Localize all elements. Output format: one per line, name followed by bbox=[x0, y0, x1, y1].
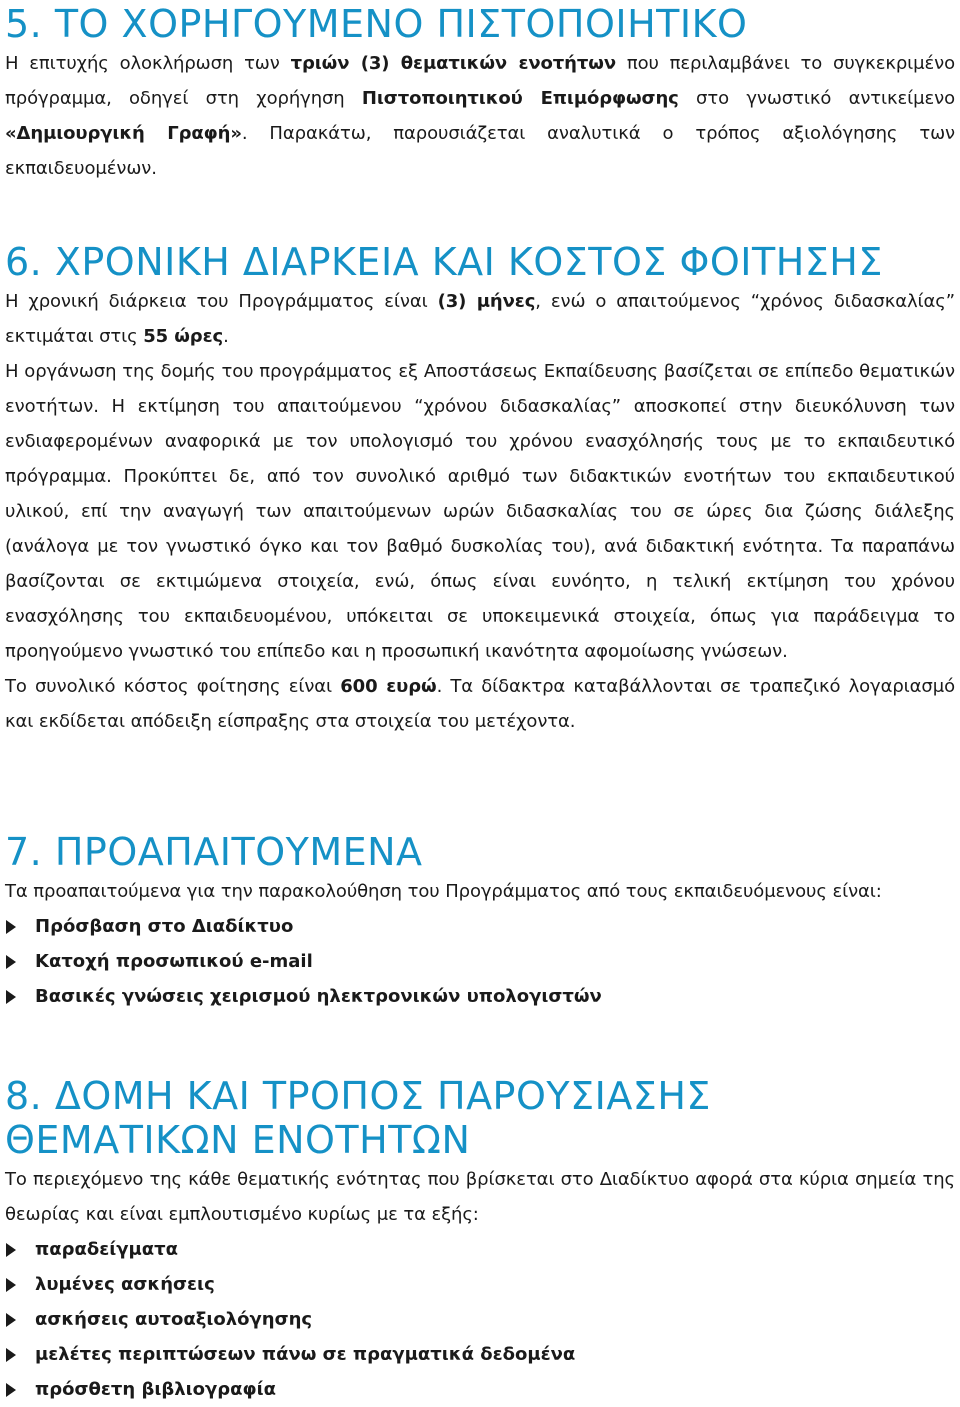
prerequisites-list bbox=[5, 909, 955, 1014]
paragraph bbox=[5, 669, 955, 739]
paragraph: Τα προαπαιτούμενα για την παρακολούθηση του Προγράμματος από τους εκπαιδευόμενους είναι: bbox=[5, 881, 882, 902]
heading-line: ΘΕΜΑΤΙΚΩΝ ΕΝΟΤΗΤΩΝ bbox=[5, 1118, 471, 1162]
triangle-right-icon bbox=[6, 1383, 16, 1397]
heading-line: 8. ΔΟΜΗ ΚΑΙ ΤΡΟΠΟΣ ΠΑΡΟΥΣΙΑΣΗΣ bbox=[5, 1074, 711, 1118]
section-prerequisites bbox=[5, 830, 955, 1014]
list-item bbox=[5, 979, 955, 1014]
bold-text: 55 ώρες bbox=[143, 326, 224, 347]
list-item bbox=[5, 1302, 955, 1337]
list-item bbox=[5, 1267, 955, 1302]
triangle-right-icon bbox=[6, 1243, 16, 1257]
bold-text: (3) μήνες bbox=[437, 291, 536, 312]
list-item-label: Βασικές γνώσεις χειρισμού ηλεκτρονικών υπολογιστών bbox=[35, 986, 602, 1007]
list-item bbox=[5, 1372, 955, 1407]
section-heading: 6. ΧΡΟΝΙΚΗ ΔΙΑΡΚΕΙΑ ΚΑΙ ΚΟΣΤΟΣ ΦΟΙΤΗΣΗΣ bbox=[5, 240, 883, 284]
section-certificate bbox=[5, 2, 955, 186]
text-run: . Παρακάτω, παρουσιάζεται αναλυτικά ο τρόπος αξιολόγησης των εκπαιδευομένων. bbox=[5, 123, 955, 179]
text-run: . bbox=[223, 326, 229, 347]
list-item-label: παραδείγματα bbox=[35, 1239, 178, 1260]
triangle-right-icon bbox=[6, 1278, 16, 1292]
bold-text: τριών (3) θεματικών ενοτήτων bbox=[290, 53, 616, 74]
list-item bbox=[5, 1232, 955, 1267]
list-item-label: ασκήσεις αυτοαξιολόγησης bbox=[35, 1309, 313, 1330]
triangle-right-icon bbox=[6, 1313, 16, 1327]
content-list bbox=[5, 1232, 955, 1407]
text-run: στο γνωστικό αντικείμενο bbox=[678, 88, 955, 109]
paragraph bbox=[5, 284, 955, 354]
list-item-label: πρόσθετη βιβλιογραφία bbox=[35, 1379, 276, 1400]
paragraph bbox=[5, 46, 955, 186]
section-heading: 5. ΤΟ ΧΟΡΗΓΟΥΜΕΝΟ ΠΙΣΤΟΠΟΙΗΤΙΚΟ bbox=[5, 2, 748, 46]
list-item bbox=[5, 1337, 955, 1372]
section-heading: 7. ΠΡΟΑΠΑΙΤΟΥΜΕΝΑ bbox=[5, 830, 423, 874]
list-item-label: Πρόσβαση στο Διαδίκτυο bbox=[35, 916, 294, 937]
bold-text: 600 ευρώ bbox=[340, 676, 437, 697]
bold-text: Πιστοποιητικού Επιμόρφωσης bbox=[361, 88, 679, 109]
triangle-right-icon bbox=[6, 955, 16, 969]
list-item bbox=[5, 909, 955, 944]
triangle-right-icon bbox=[6, 1348, 16, 1362]
paragraph: Το περιεχόμενο της κάθε θεματικής ενότητας που βρίσκεται στο Διαδίκτυο αφορά στα κύρια σημεία της θεωρίας και είναι εμπλουτισμένο κυρίως με τα εξής: bbox=[5, 1169, 955, 1225]
text-run: . Τα δίδακτρα καταβάλλονται σε τραπεζικό λογαριασμό και εκδίδεται απόδειξη είσπραξης στα στοιχεία του μετέχοντα. bbox=[5, 676, 956, 732]
text-run: Η επιτυχής ολοκλήρωση των bbox=[5, 53, 291, 74]
list-item bbox=[5, 944, 955, 979]
section-duration-cost bbox=[5, 240, 955, 739]
text-run: Η χρονική διάρκεια του Προγράμματος είναι bbox=[5, 291, 438, 312]
text-run: Το συνολικό κόστος φοίτησης είναι bbox=[5, 676, 341, 697]
triangle-right-icon bbox=[6, 920, 16, 934]
list-item-label: μελέτες περιπτώσεων πάνω σε πραγματικά δεδομένα bbox=[35, 1344, 576, 1365]
section-heading bbox=[5, 1074, 955, 1162]
section-structure bbox=[5, 1074, 955, 1407]
triangle-right-icon bbox=[6, 990, 16, 1004]
list-item-label: λυμένες ασκήσεις bbox=[35, 1274, 215, 1295]
bold-text: «Δημιουργική Γραφή» bbox=[5, 123, 242, 144]
text-run: που περιλαμβάνει το συγκεκριμένο πρόγραμμα, οδηγεί στη χορήγηση bbox=[5, 53, 955, 109]
paragraph: Η οργάνωση της δομής του προγράμματος εξ Αποστάσεως Εκπαίδευσης βασίζεται σε επίπεδο θεματικών ενοτήτων. Η εκτίμηση του απαιτούμενου “χρόνου διδασκαλίας” αποσκοπεί στην διευκόλυνση των ενδιαφερομένων αναφορικά με τον υπολογισμό του χρόνου ενασχόλησής τους με το εκπαιδευτικό πρόγραμμα. Προκύπτει δε, από τον συνολικό αριθμό των διδακτικών ενοτήτων του εκπαιδευτικού υλικού, επί την αναγωγή των απαιτούμενων ωρών διδασκαλίας του σε ώρες δια ζώσης διάλεξης (ανάλογα με τον γνωστικό όγκο και τον βαθμό δυσκολίας του), ανά διδακτική ενότητα. Τα παραπάνω βασίζονται σε εκτιμώμενα στοιχεία, ενώ, όπως είναι ευνόητο, η τελική εκτίμηση του χρόνου ενασχόλησης του εκπαιδευομένου, υπόκειται σε υποκειμενικά στοιχεία, όπως για παράδειγμα το προηγούμενο γνωστικό του επίπεδο και η προσωπική ικανότητα αφομοίωσης γνώσεων. bbox=[5, 361, 955, 662]
list-item-label: Κατοχή προσωπικού e-mail bbox=[35, 951, 313, 972]
text-run: , ενώ ο απαιτούμενος “χρόνος διδασκαλίας” εκτιμάται στις bbox=[5, 291, 955, 347]
